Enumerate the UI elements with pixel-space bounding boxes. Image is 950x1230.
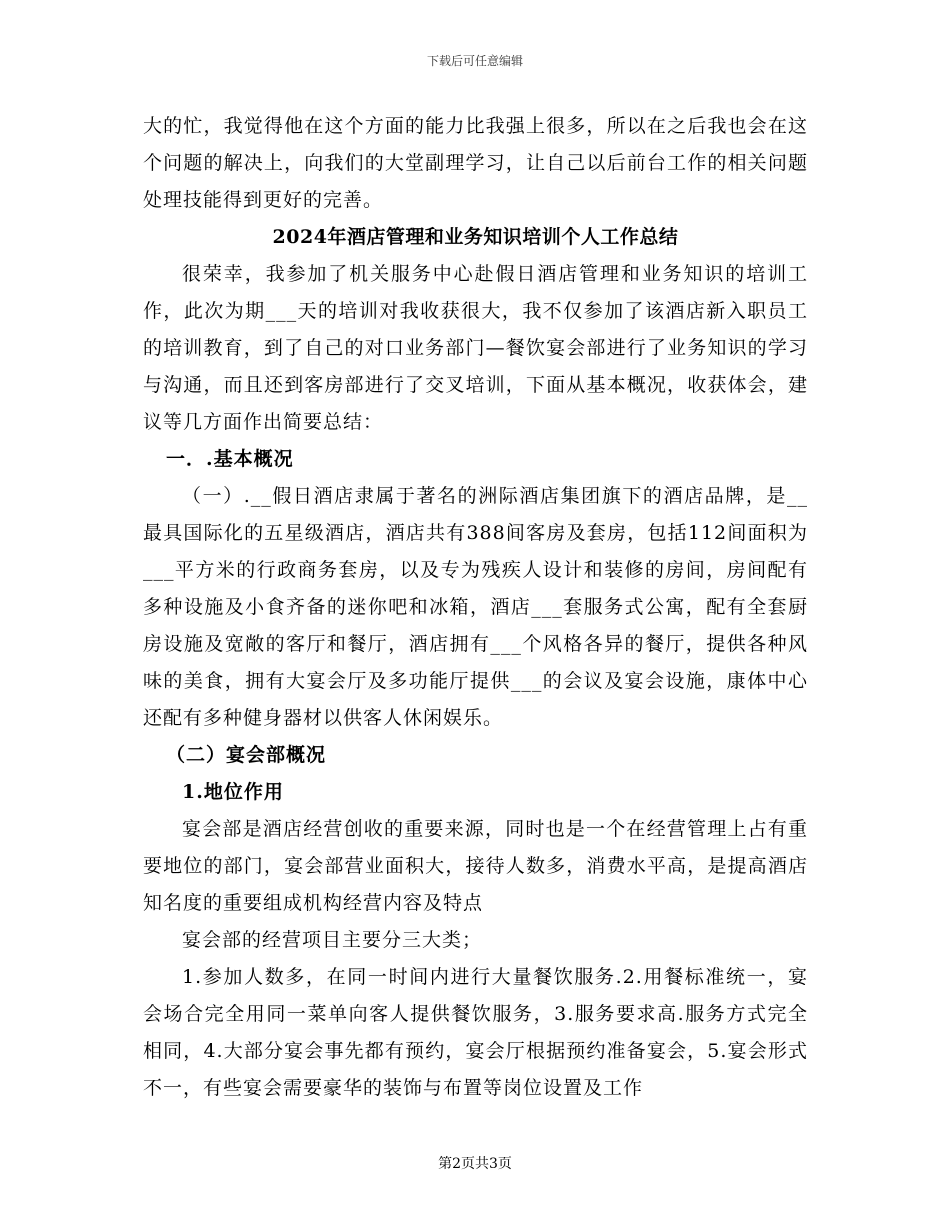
heading-role: 1.地位作用 (182, 781, 284, 803)
paragraph-continuation: 大的忙，我觉得他在这个方面的能力比我强上很多，所以在之后我也会在这个问题的解决上，向我们的大堂副理学习，让自己以后前台工作的相关问题处理技能得到更好的完善。 (143, 115, 808, 211)
paragraph-hotel-overview: （一）.__假日酒店隶属于著名的洲际酒店集团旗下的酒店品牌，是__最具国际化的五星级酒店，酒店共有388间客房及套房，包括112间面积为___平方米的行政商务套房，以及专为残疾人设计和装修的房间，房间配有多种设施及小食齐备的迷你吧和冰箱，酒店___套服务式公寓，配有全套厨房设施及宽敞的客厅和餐厅，酒店拥有___个风格各异的餐厅，提供各种风味的美食，拥有大宴会厅及多功能厅提供___的会议及宴会设施，康体中心还配有多种健身器材以供客人休闲娱乐。 (143, 485, 808, 729)
heading-basic-overview: 一．.基本概况 (166, 448, 294, 470)
heading-banquet-overview: （二）宴会部概况 (166, 744, 327, 766)
paragraph-intro: 很荣幸，我参加了机关服务中心赴假日酒店管理和业务知识的培训工作，此次为期___天的培训对我收获很大，我不仅参加了该酒店新入职员工的培训教育，到了自己的对口业务部门—餐饮宴会部进行了业务知识的学习与沟通，而且还到客房部进行了交叉培训，下面从基本概况，收获体会，建议等几方面作出简要总结： (143, 263, 808, 433)
page-header: 下载后可任意编辑 (426, 54, 523, 68)
paragraph-features: 1.参加人数多，在同一时间内进行大量餐饮服务.2.用餐标准统一，宴会场合完全用同一菜单向客人提供餐饮服务，3.服务要求高.服务方式完全相同，4.大部分宴会事先都有预约，宴会厅根据预约准备宴会，5.宴会形式不一，有些宴会需要豪华的装饰与布置等岗位设置及工作 (143, 966, 808, 1099)
document-title: 2024年酒店管理和业务知识培训个人工作总结 (272, 226, 679, 248)
paragraph-business-items: 宴会部的经营项目主要分三大类； (182, 929, 483, 951)
paragraph-role: 宴会部是酒店经营创收的重要来源，同时也是一个在经营管理上占有重要地位的部门，宴会部营业面积大，接待人数多，消费水平高，是提高酒店知名度的重要组成机构经营内容及特点 (143, 818, 808, 914)
page-number: 第2页共3页 (438, 1156, 512, 1172)
document-body (143, 108, 808, 1107)
